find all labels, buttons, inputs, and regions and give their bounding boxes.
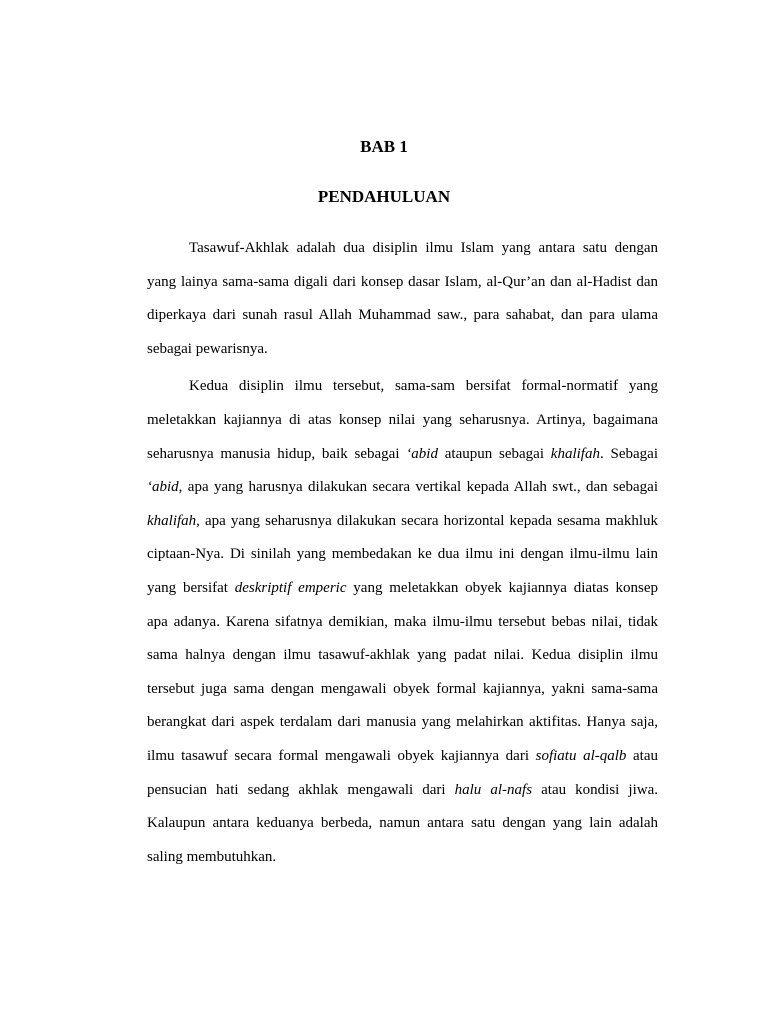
text-line: [147, 471, 658, 505]
text-run: meletakkan kajiannya di atas konsep nilai yang seharusnya. Artinya, bagaimana: [147, 411, 658, 428]
text-line: [147, 706, 658, 740]
italic-term: deskriptif emperic: [234, 579, 347, 596]
text-run: yang meletakkan obyek kajiannya diatas konsep: [346, 579, 658, 596]
text-run: saling membutuhkan.: [147, 848, 277, 865]
text-run: diperkaya dari sunah rasul Allah Muhammad saw., para sahabat, dan para ulama: [147, 307, 658, 324]
text-line: [147, 299, 658, 333]
text-run: apa yang seharusnya dilakukan secara horizontal kepada sesama makhluk: [199, 512, 658, 529]
paragraph: [147, 370, 658, 874]
text-run: pensucian hati sedang akhlak mengawali dari: [147, 781, 455, 798]
text-run: berangkat dari aspek terdalam dari manusia yang melahirkan aktifitas. Hanya saja,: [147, 714, 658, 731]
text-line: [147, 404, 658, 438]
italic-term: ‘abid: [406, 445, 438, 462]
text-run: ataupun sebagai: [437, 445, 551, 462]
text-line: [147, 232, 658, 266]
text-line: [147, 572, 658, 606]
text-line: [147, 774, 658, 808]
text-run: ilmu tasawuf secara formal mengawali obyek kajiannya dari: [147, 747, 536, 764]
chapter-title: PENDAHULUAN: [317, 187, 451, 206]
text-line: [147, 807, 658, 841]
text-line: [147, 673, 658, 707]
text-run: ciptaan-Nya. Di sinilah yang membedakan ke dua ilmu ini dengan ilmu-ilmu lain: [147, 546, 658, 563]
italic-term: ‘abid: [147, 479, 179, 496]
text-run: sebagai pewarisnya.: [147, 340, 268, 357]
italic-term: halu al-nafs: [454, 781, 533, 798]
text-run: apa adanya. Karena sifatnya demikian, maka ilmu-ilmu tersebut bebas nilai, tidak: [147, 613, 658, 630]
text-run: yang lainya sama-sama digali dari konsep dasar Islam, al-Qur’an dan al-Hadist dan: [147, 273, 658, 290]
text-line: [147, 333, 658, 367]
text-run: Kalaupun antara keduanya berbeda, namun antara satu dengan yang lain adalah: [147, 815, 658, 832]
italic-term: khalifah,: [147, 512, 200, 529]
body-text: [147, 232, 658, 874]
text-line: [147, 740, 658, 774]
text-line: [147, 606, 658, 640]
text-line: [147, 370, 658, 404]
text-run: . Sebagai: [599, 445, 658, 462]
text-line: [147, 538, 658, 572]
text-line: [147, 438, 658, 472]
text-run: atau kondisi jiwa.: [532, 781, 658, 798]
text-run: seharusnya manusia hidup, baik sebagai: [147, 445, 407, 462]
italic-term: sofiatu al-qalb: [535, 747, 627, 764]
text-run: tersebut juga sama dengan mengawali obyek formal kajiannya, yakni sama-sama: [147, 680, 658, 697]
text-run: Kedua disiplin ilmu tersebut, sama-sam bersifat formal-normatif yang: [189, 378, 658, 395]
chapter-number: BAB 1: [360, 137, 408, 156]
text-line: [147, 505, 658, 539]
text-run: sama halnya dengan ilmu tasawuf-akhlak yang padat nilai. Kedua disiplin ilmu: [147, 647, 658, 664]
text-line: [147, 639, 658, 673]
text-run: Tasawuf-Akhlak adalah dua disiplin ilmu Islam yang antara satu dengan: [189, 240, 658, 256]
text-line: [147, 266, 658, 300]
text-run: yang bersifat: [147, 579, 235, 596]
italic-term: khalifah: [550, 445, 600, 462]
paragraph: [147, 232, 658, 366]
text-line: [147, 841, 658, 875]
text-run: atau: [626, 747, 659, 764]
text-run: , apa yang harusnya dilakukan secara vertikal kepada Allah swt., dan sebagai: [178, 479, 658, 496]
